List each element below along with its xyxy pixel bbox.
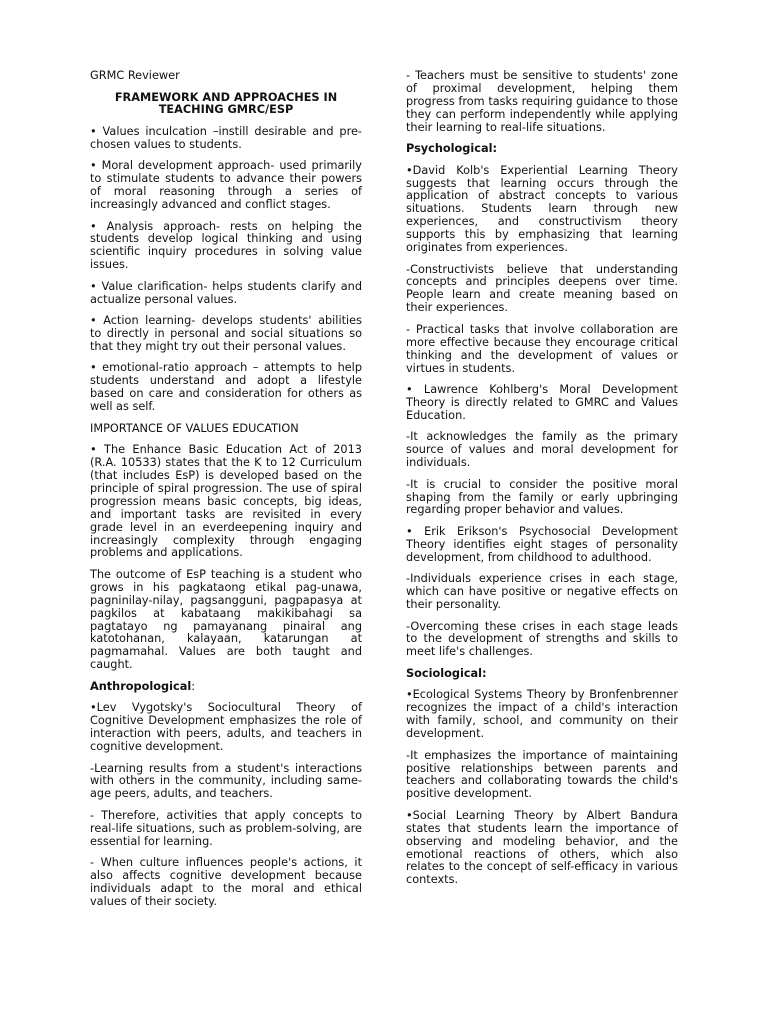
- approach-values-inculcation: • Values inculcation –instill desirable and pre-chosen values to students.: [90, 124, 362, 151]
- importance-paragraph: • The Enhance Basic Education Act of 2013 (R.A. 10533) states that the K to 12 Curriculum (that includes EsP) is developed based on the principle of spiral progression. The use of spiral progression means basic concepts, big ideas, and important tasks are revisited in every grade level in an everdeepening inquiry and increasingly complexity through engaging problems and applications.: [90, 443, 362, 560]
- right-column: [406, 70, 678, 896]
- psych-paragraph: - Practical tasks that involve collaboration are more effective because they encourage critical thinking and the development of values or virtues in students.: [406, 322, 678, 375]
- approach-moral-development: • Moral development approach- used primarily to stimulate students to advance their powers of moral reasoning through a series of increasingly advanced and conflict stages.: [90, 159, 362, 212]
- sociological-heading: Sociological:: [406, 666, 487, 680]
- zpd-paragraph: - Teachers must be sensitive to students' zone of proximal development, helping them progress from tasks requiring guidance to those they can perform independently while applying their learning to real-life situations.: [406, 69, 678, 134]
- psych-paragraph: -It is crucial to consider the positive moral shaping from the family or early upbringing regarding proper behavior and values.: [406, 477, 678, 517]
- socio-paragraph: •Social Learning Theory by Albert Bandura states that students learn the importance of observing and modeling behavior, and the emotional reactions of others, which also relates to the concept of self-efficacy in various contexts.: [406, 808, 678, 887]
- psych-paragraph: •David Kolb's Experiential Learning Theory suggests that learning occurs through the application of abstract concepts to various situations. Students learn through new experiences, and constructivism theory supports this by emphasizing that learning originates from experiences.: [406, 163, 678, 255]
- psych-paragraph: -Constructivists believe that understanding concepts and principles deepens over time. People learn and create meaning based on their experiences.: [406, 262, 678, 315]
- left-column: [90, 70, 362, 917]
- approach-action-learning: • Action learning- develops students' abilities to directly in personal and social situations so that they might try out their personal values.: [90, 314, 362, 353]
- psych-paragraph: -It acknowledges the family as the primary source of values and moral development for individuals.: [406, 430, 678, 470]
- anthro-paragraph: -Learning results from a student's interactions with others in the community, including same-age peers, adults, and teachers.: [90, 761, 362, 801]
- psych-paragraph: • Erik Erikson's Psychosocial Development Theory identifies eight stages of personality development, from childhood to adulthood.: [406, 524, 678, 564]
- anthropological-heading: Anthropological: [90, 679, 192, 693]
- approach-emotional-ratio: • emotional-ratio approach – attempts to help students understand and adopt a lifestyle based on care and consideration for others as well as self.: [90, 361, 362, 414]
- anthropological-heading-line: [90, 681, 362, 694]
- importance-heading: IMPORTANCE OF VALUES EDUCATION: [90, 421, 299, 435]
- anthro-paragraph: - Therefore, activities that apply concepts to real-life situations, such as problem-solving, are essential for learning.: [90, 808, 362, 848]
- document-title: FRAMEWORK AND APPROACHES IN TEACHING GMRC/ESP: [114, 90, 338, 117]
- socio-paragraph: -It emphasizes the importance of maintaining positive relationships between parents and teachers and collaborating towards the child's positive development.: [406, 748, 678, 801]
- psychological-heading: Psychological:: [406, 142, 497, 156]
- approach-analysis: • Analysis approach- rests on helping the students develop logical thinking and using scientific inquiry procedures in solving value issues.: [90, 219, 362, 272]
- psych-paragraph: • Lawrence Kohlberg's Moral Development Theory is directly related to GMRC and Values Education.: [406, 383, 678, 422]
- anthropological-heading-colon: :: [191, 679, 196, 693]
- approach-value-clarification: • Value clarification- helps students clarify and actualize personal values.: [90, 279, 362, 306]
- esp-outcome-paragraph: The outcome of EsP teaching is a student who grows in his pagkataong etikal pag-unawa, pagninilay-nilay, pagsangguni, pagpapasya at pagkilos at kabataang makikibahagi sa pagtatayo ng pamayanang pinairal ang katotohanan, kalayaan, katarungan at pagmamahal. Values are both taught and caught.: [90, 567, 362, 672]
- psych-paragraph: -Individuals experience crises in each stage, which can have positive or negative effects on their personality.: [406, 572, 678, 612]
- anthro-paragraph: •Lev Vygotsky's Sociocultural Theory of Cognitive Development emphasizes the role of interaction with peers, adults, and teachers in cognitive development.: [90, 701, 362, 753]
- anthro-paragraph: - When culture influences people's actions, it also affects cognitive development because individuals adapt to the moral and ethical values of their society.: [90, 856, 362, 908]
- psych-paragraph: -Overcoming these crises in each stage leads to the development of strengths and skills to meet life's challenges.: [406, 619, 678, 659]
- socio-paragraph: •Ecological Systems Theory by Bronfenbrenner recognizes the impact of a child's interaction with family, school, and community on their development.: [406, 688, 678, 741]
- document-label: GRMC Reviewer: [90, 69, 180, 82]
